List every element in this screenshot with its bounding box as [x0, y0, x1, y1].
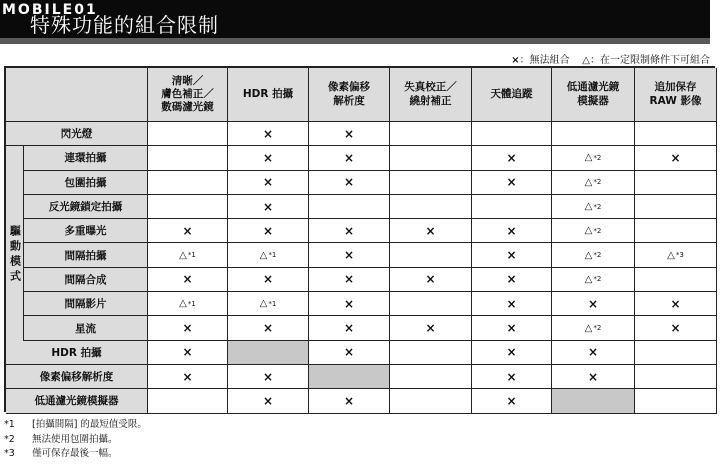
triangle-mark: △ *2: [552, 195, 635, 219]
column-header: 清晰／ 膚色補正／ 數碼濾光鏡: [148, 68, 228, 122]
legend-x-text: ：無法組合: [519, 55, 570, 66]
page-title: 特殊功能的組合限制: [30, 13, 219, 37]
empty-cell: [390, 341, 472, 365]
row-header: 閃光燈: [6, 122, 148, 146]
empty-cell: [148, 389, 228, 413]
empty-cell: [148, 195, 228, 219]
cross-mark: ×: [228, 195, 309, 219]
cross-mark: ×: [148, 219, 228, 243]
legend: [511, 51, 710, 66]
legend-tri-symbol: △: [582, 55, 590, 66]
cross-mark: ×: [309, 389, 390, 413]
cross-mark: ×: [309, 316, 390, 340]
row-header: 間隔合成: [24, 268, 148, 292]
title-bar: [0, 0, 710, 38]
cross-mark: ×: [148, 365, 228, 389]
column-header: 低通濾光鏡 模擬器: [552, 68, 635, 122]
triangle-mark: △ *2: [552, 316, 635, 340]
legend-x-symbol: ×: [511, 55, 520, 66]
triangle-mark: △ *3: [635, 243, 717, 267]
cross-mark: ×: [552, 365, 635, 389]
cross-mark: ×: [552, 292, 635, 316]
empty-cell: [635, 341, 717, 365]
cross-mark: ×: [309, 268, 390, 292]
empty-cell: [635, 365, 717, 389]
triangle-mark: △ *1: [228, 292, 309, 316]
cross-mark: ×: [390, 219, 472, 243]
triangle-mark: △ *1: [148, 243, 228, 267]
footnote: [4, 418, 147, 433]
row-header: 像素偏移解析度: [6, 365, 148, 389]
brand-logo: MOBILE01: [2, 2, 98, 18]
footnote-key: *1: [4, 419, 15, 430]
cross-mark: ×: [228, 171, 309, 195]
table-corner: [6, 68, 148, 122]
row-header: HDR 拍攝: [6, 341, 148, 365]
cross-mark: ×: [309, 292, 390, 316]
cross-mark: ×: [148, 316, 228, 340]
cross-mark: ×: [472, 341, 552, 365]
empty-cell: [635, 268, 717, 292]
cross-mark: ×: [635, 292, 717, 316]
cross-mark: ×: [309, 146, 390, 170]
empty-cell: [390, 122, 472, 146]
row-header: 反光鏡鎖定拍攝: [24, 195, 148, 219]
cross-mark: ×: [552, 341, 635, 365]
footnote-text: [拍攝間隔] 的最短值受限。: [32, 419, 147, 430]
cross-mark: ×: [635, 316, 717, 340]
empty-cell: [390, 195, 472, 219]
triangle-mark: △ *2: [552, 243, 635, 267]
empty-cell: [635, 122, 717, 146]
cross-mark: ×: [309, 122, 390, 146]
cross-mark: ×: [228, 365, 309, 389]
cross-mark: ×: [472, 146, 552, 170]
cross-mark: ×: [472, 219, 552, 243]
empty-cell: [148, 171, 228, 195]
shaded-cell: [552, 389, 635, 413]
empty-cell: [148, 146, 228, 170]
footnote: [4, 447, 147, 462]
combination-table: [4, 66, 715, 412]
empty-cell: [390, 146, 472, 170]
triangle-mark: △ *2: [552, 219, 635, 243]
triangle-mark: △ *2: [552, 146, 635, 170]
footnotes: [4, 418, 147, 462]
column-header: 天體追蹤: [472, 68, 552, 122]
cross-mark: ×: [635, 146, 717, 170]
row-header: 星流: [24, 316, 148, 340]
cross-mark: ×: [472, 389, 552, 413]
cross-mark: ×: [309, 171, 390, 195]
cross-mark: ×: [309, 219, 390, 243]
empty-cell: [390, 292, 472, 316]
shaded-cell: [228, 341, 309, 365]
empty-cell: [390, 171, 472, 195]
empty-cell: [148, 122, 228, 146]
cross-mark: ×: [390, 316, 472, 340]
empty-cell: [390, 389, 472, 413]
cross-mark: ×: [228, 122, 309, 146]
cross-mark: ×: [228, 146, 309, 170]
empty-cell: [472, 122, 552, 146]
footnote-key: *3: [4, 448, 15, 459]
cross-mark: ×: [390, 268, 472, 292]
column-header: 像素偏移 解析度: [309, 68, 390, 122]
triangle-mark: △ *1: [148, 292, 228, 316]
shaded-cell: [309, 365, 390, 389]
empty-cell: [635, 389, 717, 413]
cross-mark: ×: [309, 243, 390, 267]
empty-cell: [309, 195, 390, 219]
empty-cell: [635, 219, 717, 243]
cross-mark: ×: [472, 243, 552, 267]
cross-mark: ×: [472, 292, 552, 316]
column-header: HDR 拍攝: [228, 68, 309, 122]
empty-cell: [635, 171, 717, 195]
cross-mark: ×: [472, 365, 552, 389]
column-header: 追加保存 RAW 影像: [635, 68, 717, 122]
row-header: 多重曝光: [24, 219, 148, 243]
row-header: 間隔拍攝: [24, 243, 148, 267]
footnote: [4, 433, 147, 448]
cross-mark: ×: [309, 341, 390, 365]
cross-mark: ×: [228, 219, 309, 243]
cross-mark: ×: [228, 268, 309, 292]
cross-mark: ×: [228, 389, 309, 413]
footnote-text: 僅可保存最後一幅。: [32, 448, 118, 459]
drive-mode-label: 驅動模式: [6, 146, 24, 365]
empty-cell: [552, 122, 635, 146]
triangle-mark: △ *1: [228, 243, 309, 267]
legend-tri-text: ：在一定限制條件下可組合: [590, 55, 710, 66]
empty-cell: [390, 243, 472, 267]
title-strip: [0, 38, 710, 44]
triangle-mark: △ *2: [552, 268, 635, 292]
empty-cell: [635, 195, 717, 219]
row-header: 低通濾光鏡模擬器: [6, 389, 148, 413]
triangle-mark: △ *2: [552, 171, 635, 195]
column-header: 失真校正／ 繞射補正: [390, 68, 472, 122]
cross-mark: ×: [472, 171, 552, 195]
cross-mark: ×: [228, 316, 309, 340]
cross-mark: ×: [148, 341, 228, 365]
cross-mark: ×: [472, 268, 552, 292]
footnote-key: *2: [4, 433, 15, 445]
empty-cell: [472, 195, 552, 219]
row-header: 連環拍攝: [24, 146, 148, 170]
cross-mark: ×: [148, 268, 228, 292]
row-header: 包圍拍攝: [24, 171, 148, 195]
row-header: 間隔影片: [24, 292, 148, 316]
cross-mark: ×: [472, 316, 552, 340]
footnote-text: 無法使用包圍拍攝。: [32, 433, 118, 445]
empty-cell: [390, 365, 472, 389]
